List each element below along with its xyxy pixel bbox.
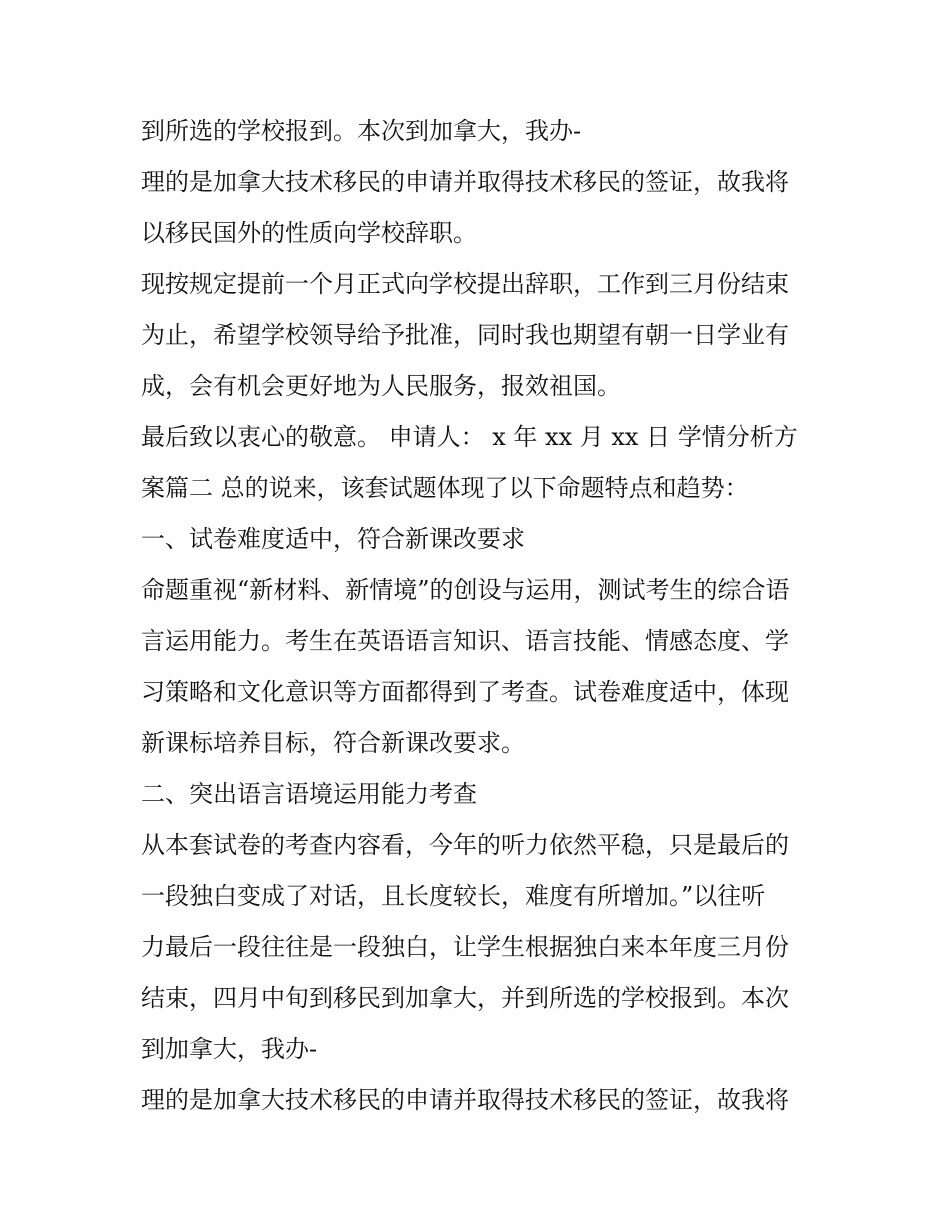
text-line: 一段独白变成了对话，且长度较长，难度有所增加。”以往听 xyxy=(141,882,766,910)
text-line: 成，会有机会更好地为人民服务，报效祖国。 xyxy=(141,372,621,400)
text-line: 习策略和文化意识等方面都得到了考查。试卷难度适中，体现 xyxy=(141,678,789,706)
text-line: 现按规定提前一个月正式向学校提出辞职，工作到三月份结束 xyxy=(141,270,789,298)
text-line: 新课标培养目标，符合新课改要求。 xyxy=(141,729,525,757)
text-line: 为止，希望学校领导给予批准，同时我也期望有朝一日学业有 xyxy=(141,321,789,349)
text-line: 理的是加拿大技术移民的申请并取得技术移民的签证，故我将 xyxy=(141,1086,789,1114)
text-line: 案篇二 总的说来，该套试题体现了以下命题特点和趋势： xyxy=(141,474,749,502)
text-line: 到所选的学校报到。本次到加拿大，我办- xyxy=(141,117,582,145)
document-body xyxy=(141,106,821,1126)
text-line: 到加拿大，我办- xyxy=(141,1035,318,1063)
text-line: 理的是加拿大技术移民的申请并取得技术移民的签证，故我将 xyxy=(141,168,789,196)
text-line: 最后致以衷心的敬意。 申请人： x 年 xx 月 xx 日 学情分析方 xyxy=(141,423,798,451)
text-line: 从本套试卷的考查内容看，今年的听力依然平稳，只是最后的 xyxy=(141,831,789,859)
section-heading: 一、试卷难度适中，符合新课改要求 xyxy=(141,525,525,553)
text-line: 言运用能力。考生在英语语言知识、语言技能、情感态度、学 xyxy=(141,627,789,655)
text-line: 命题重视“新材料、新情境”的创设与运用，测试考生的综合语 xyxy=(141,576,790,604)
text-line: 以移民国外的性质向学校辞职。 xyxy=(141,219,477,247)
text-line: 结束，四月中旬到移民到加拿大，并到所选的学校报到。本次 xyxy=(141,984,789,1012)
section-heading: 二、突出语言语境运用能力考查 xyxy=(141,780,477,808)
text-line: 力最后一段往往是一段独白，让学生根据独白来本年度三月份 xyxy=(141,933,789,961)
